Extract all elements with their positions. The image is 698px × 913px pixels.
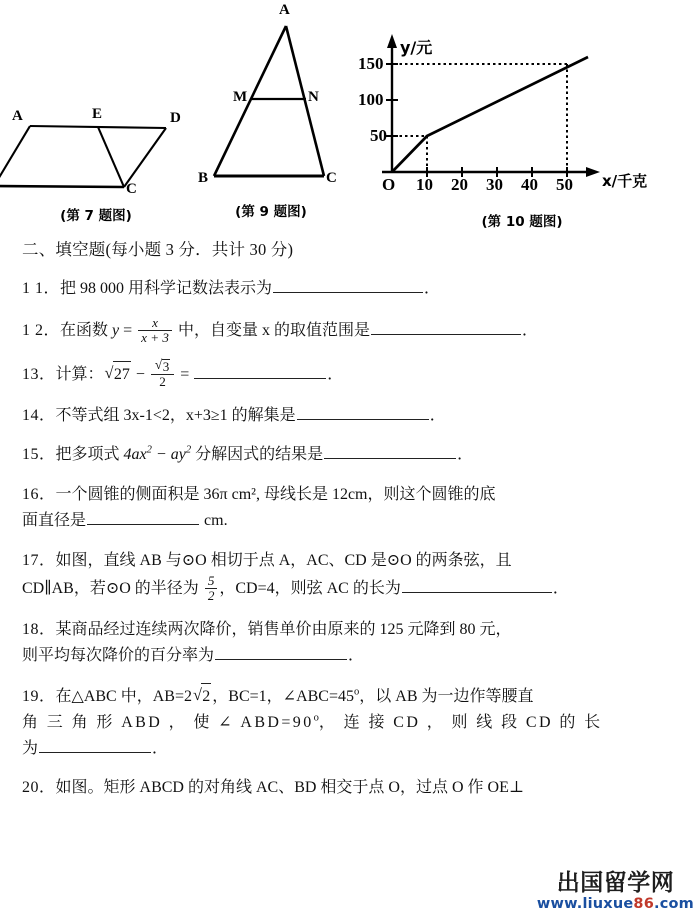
figure-7-parallelogram (0, 108, 196, 232)
figure-7-label-A: A (12, 108, 23, 124)
question-number: 17． (22, 552, 56, 570)
answer-blank[interactable] (273, 277, 423, 293)
chart-xlabel: x/千克 (602, 172, 648, 190)
figure-9-label-N: N (308, 89, 319, 105)
section-heading: 二、填空题(每小题 3 分．共计 30 分) (22, 240, 294, 259)
question-list (22, 276, 674, 801)
question-text: 则平均每次降价的百分率为 (22, 646, 215, 664)
question-text: 分解因式的结果是 (191, 446, 324, 464)
figure-7-caption: (第 7 题图) (60, 208, 132, 224)
question-line (22, 643, 674, 669)
question-number: 18． (22, 620, 56, 638)
chart-ytick-50: 50 (370, 126, 387, 145)
chart-series-line (392, 57, 588, 172)
chart-xtick-20: 20 (451, 175, 468, 194)
question-item (22, 276, 674, 302)
question-number: 1 2． (22, 322, 61, 339)
question-text: ． (552, 580, 569, 598)
question-item (22, 359, 674, 389)
math-fraction-sqrt: √ $\frac{3}{2}$ (151, 359, 174, 389)
degree-superscript: o (313, 712, 319, 724)
question-line (22, 316, 674, 345)
answer-blank[interactable] (297, 403, 429, 419)
question-number: 16． (22, 486, 56, 504)
question-text: − (131, 365, 149, 383)
question-item (22, 548, 674, 603)
question-line (22, 403, 674, 429)
watermark-url (537, 897, 694, 912)
question-line (22, 683, 674, 710)
math-fraction: $\frac{5}{2}$ (205, 574, 218, 603)
exam-body (22, 236, 674, 815)
question-line (22, 574, 674, 603)
answer-blank[interactable] (39, 736, 151, 752)
watermark-url-suffix: .com (654, 895, 694, 912)
question-number: 14． (22, 406, 56, 424)
question-text: 面直径是 (22, 512, 87, 530)
figure-10-caption: (第 10 题图) (481, 214, 563, 230)
figure-7-label-C: C (126, 181, 137, 197)
question-text: 在△ABC 中，AB=2 (55, 687, 192, 705)
question-text: = (176, 365, 194, 383)
question-text: 为 (22, 739, 39, 757)
question-text: 计算： (55, 365, 104, 383)
answer-blank[interactable] (324, 443, 456, 459)
question-line (22, 617, 674, 643)
question-number: 20． (22, 779, 56, 797)
question-text: ． (429, 406, 446, 424)
question-line (22, 775, 674, 801)
question-item (22, 683, 674, 762)
chart-xtick-10: 10 (416, 175, 433, 194)
watermark-url-prefix: www.liuxue (536, 895, 634, 912)
chart-origin-label: O (382, 175, 396, 194)
question-line (22, 736, 674, 762)
watermark-url-hot: 86 (633, 895, 655, 912)
chart-xtick-40: 40 (521, 175, 538, 194)
math-polynomial: $4ax^2 - ay^2$ (123, 445, 192, 464)
question-text: ，以 AB 为一边作等腰直 (359, 687, 534, 705)
question-item (22, 403, 674, 429)
question-text: 角 三 角 形 ABD ， 使 ∠ ABD=90 (22, 713, 314, 731)
figure-7-label-E: E (92, 106, 103, 122)
question-text: ， 连 接 CD ， 则 线 段 CD 的 长 (318, 713, 603, 731)
question-item (22, 442, 674, 468)
answer-blank[interactable] (194, 363, 326, 379)
question-text: cm. (200, 512, 228, 530)
math-variable: y (112, 322, 120, 339)
chart-xtick-30: 30 (486, 175, 503, 194)
question-number: 13． (22, 365, 56, 383)
question-text: ． (424, 280, 441, 297)
question-text: 某商品经过连续两次降价，销售单价由原来的 125 元降到 80 元， (55, 620, 512, 638)
question-line (22, 276, 674, 302)
figure-9-caption: (第 9 题图) (235, 204, 307, 220)
figure-9-label-A: A (279, 2, 290, 18)
answer-blank[interactable] (215, 644, 347, 660)
question-number: 19． (22, 687, 56, 705)
question-item (22, 775, 674, 801)
question-text: CD∥AB，若⊙O 的半径为 (22, 580, 203, 598)
figure-9-label-M: M (233, 89, 248, 105)
question-text: 如图，直线 AB 与⊙O 相切于点 A，AC、CD 是⊙O 的两条弦，且 (55, 552, 512, 570)
question-text: 把多项式 (55, 446, 124, 464)
question-text: 在函数 (60, 322, 113, 339)
chart-ytick-100: 100 (358, 90, 384, 109)
math-fraction: $\frac{x}{x + 3}$ (138, 316, 172, 345)
answer-blank[interactable] (402, 577, 552, 593)
question-number: 1 1． (22, 280, 61, 297)
figure-9-label-B: B (198, 170, 209, 186)
answer-blank[interactable] (371, 319, 521, 335)
question-item (22, 617, 674, 669)
question-text: 中，自变量 x 的取值范围是 (173, 322, 370, 339)
answer-blank[interactable] (87, 509, 199, 525)
chart-ytick-150: 150 (358, 54, 384, 73)
question-text: 如图。矩形 ABCD 的对角线 AC、BD 相交于点 O，过点 O 作 OE⊥ (55, 779, 524, 797)
figure-7-svg (0, 108, 196, 204)
question-text: 不等式组 3x-1<2，x+3≥1 的解集是 (55, 406, 296, 424)
watermark (536, 869, 694, 912)
question-text: = (119, 322, 137, 339)
question-text: ，CD=4，则弦 AC 的长为 (219, 580, 401, 598)
question-text: 把 98 000 用科学记数法表示为 (60, 280, 273, 297)
question-line (22, 710, 674, 736)
question-line (22, 508, 674, 534)
question-text: ，BC=1，∠ABC=45 (212, 687, 354, 705)
question-line (22, 548, 674, 574)
figure-10-graph (360, 24, 698, 232)
question-text: 一个圆锥的侧面积是 36π cm², 母线长是 12cm，则这个圆锥的底 (55, 486, 496, 504)
question-text: ． (327, 365, 344, 383)
figure-9-triangle (186, 0, 356, 232)
question-text: ． (348, 646, 365, 664)
watermark-site-name: 出国留学网 (556, 869, 675, 896)
question-line (22, 482, 674, 508)
question-text: ． (521, 322, 538, 339)
chart-ylabel: y/元 (400, 38, 433, 57)
figure-9-label-C: C (326, 170, 337, 186)
question-text: ． (152, 739, 169, 757)
math-sqrt: √ 27 (105, 361, 131, 388)
math-sqrt: √ 2 (193, 683, 211, 710)
degree-superscript: o (354, 686, 360, 698)
question-number: 15． (22, 446, 56, 464)
chart-xtick-50: 50 (556, 175, 573, 194)
question-item (22, 482, 674, 534)
figure-7-label-D: D (170, 110, 181, 126)
question-text: ． (457, 446, 474, 464)
question-line (22, 442, 674, 468)
question-item (22, 316, 674, 345)
question-line (22, 359, 674, 389)
figure-row (0, 0, 698, 232)
